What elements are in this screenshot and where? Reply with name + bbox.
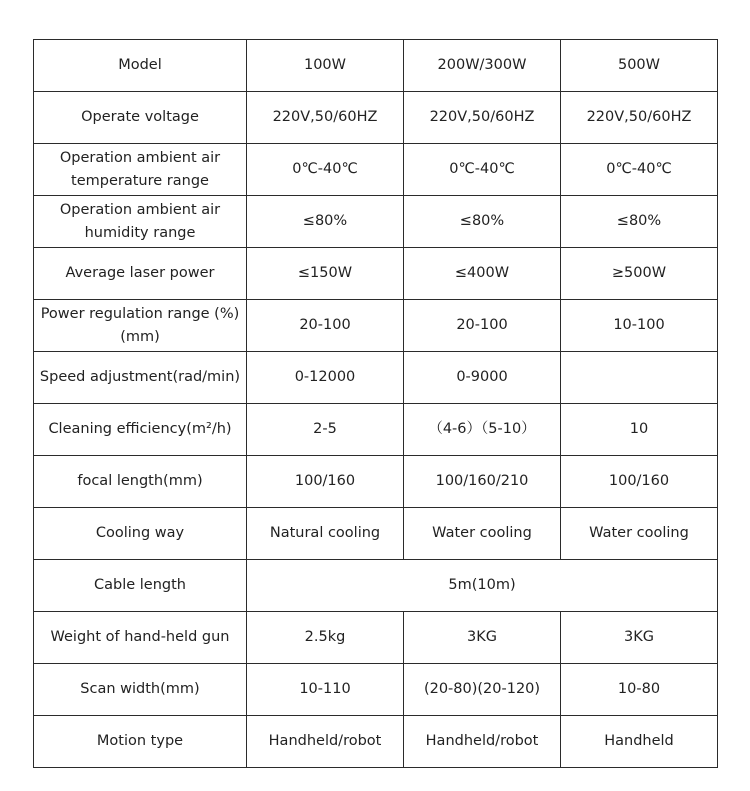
table-cell: 20-100 <box>404 300 561 352</box>
table-cell: Water cooling <box>404 508 561 560</box>
table-cell: Water cooling <box>561 508 718 560</box>
table-cell: Natural cooling <box>247 508 404 560</box>
row-label: Cooling way <box>34 508 247 560</box>
table-cell: ≤150W <box>247 248 404 300</box>
table-cell: 0℃-40℃ <box>561 144 718 196</box>
table-cell: 10-80 <box>561 664 718 716</box>
row-label: focal length(mm) <box>34 456 247 508</box>
row-label: Operate voltage <box>34 92 247 144</box>
table-cell: 220V,50/60HZ <box>247 92 404 144</box>
table-row <box>34 508 718 560</box>
table-cell: （4-6）（5-10） <box>404 404 561 456</box>
header-col-200w-300w: 200W/300W <box>404 40 561 92</box>
table-cell: Handheld/robot <box>247 716 404 768</box>
table-cell: 2.5kg <box>247 612 404 664</box>
table-row <box>34 248 718 300</box>
table-cell: 220V,50/60HZ <box>404 92 561 144</box>
table-row <box>34 612 718 664</box>
header-col-100w: 100W <box>247 40 404 92</box>
table-cell: 20-100 <box>247 300 404 352</box>
row-label: Average laser power <box>34 248 247 300</box>
table-cell: 3KG <box>404 612 561 664</box>
table-row <box>34 92 718 144</box>
spec-table <box>33 39 718 768</box>
table-cell: 0℃-40℃ <box>247 144 404 196</box>
row-label: Cleaning efficiency(m²/h) <box>34 404 247 456</box>
row-label: Power regulation range (%)(mm) <box>34 300 247 352</box>
table-row <box>34 144 718 196</box>
table-cell: ≤80% <box>404 196 561 248</box>
table-row <box>34 404 718 456</box>
row-label: Operation ambient air temperature range <box>34 144 247 196</box>
table-cell: ≤80% <box>561 196 718 248</box>
table-cell: 100/160/210 <box>404 456 561 508</box>
table-cell: 10-110 <box>247 664 404 716</box>
table-cell: 100/160 <box>247 456 404 508</box>
table-cell: 10 <box>561 404 718 456</box>
table-row <box>34 560 718 612</box>
table-cell: 2-5 <box>247 404 404 456</box>
table-cell: 220V,50/60HZ <box>561 92 718 144</box>
table-row <box>34 716 718 768</box>
table-cell: 10-100 <box>561 300 718 352</box>
table-cell: (20-80)(20-120) <box>404 664 561 716</box>
row-label: Cable length <box>34 560 247 612</box>
row-label: Scan width(mm) <box>34 664 247 716</box>
row-label: Operation ambient air humidity range <box>34 196 247 248</box>
table-cell: 100/160 <box>561 456 718 508</box>
table-cell: Handheld <box>561 716 718 768</box>
table-row <box>34 352 718 404</box>
table-cell: ≥500W <box>561 248 718 300</box>
row-label: Speed adjustment(rad/min) <box>34 352 247 404</box>
table-row <box>34 664 718 716</box>
table-row <box>34 300 718 352</box>
table-cell: ≤400W <box>404 248 561 300</box>
table-cell: Handheld/robot <box>404 716 561 768</box>
table-cell: ≤80% <box>247 196 404 248</box>
table-cell: 3KG <box>561 612 718 664</box>
merged-cell: 5m(10m) <box>247 560 718 612</box>
table-row <box>34 196 718 248</box>
header-row <box>34 40 718 92</box>
row-label: Motion type <box>34 716 247 768</box>
table-cell: 0℃-40℃ <box>404 144 561 196</box>
header-col-500w: 500W <box>561 40 718 92</box>
row-label: Weight of hand-held gun <box>34 612 247 664</box>
table-cell-empty <box>561 352 718 404</box>
table-cell: 0-9000 <box>404 352 561 404</box>
header-label-cell: Model <box>34 40 247 92</box>
table-row <box>34 456 718 508</box>
table-cell: 0-12000 <box>247 352 404 404</box>
